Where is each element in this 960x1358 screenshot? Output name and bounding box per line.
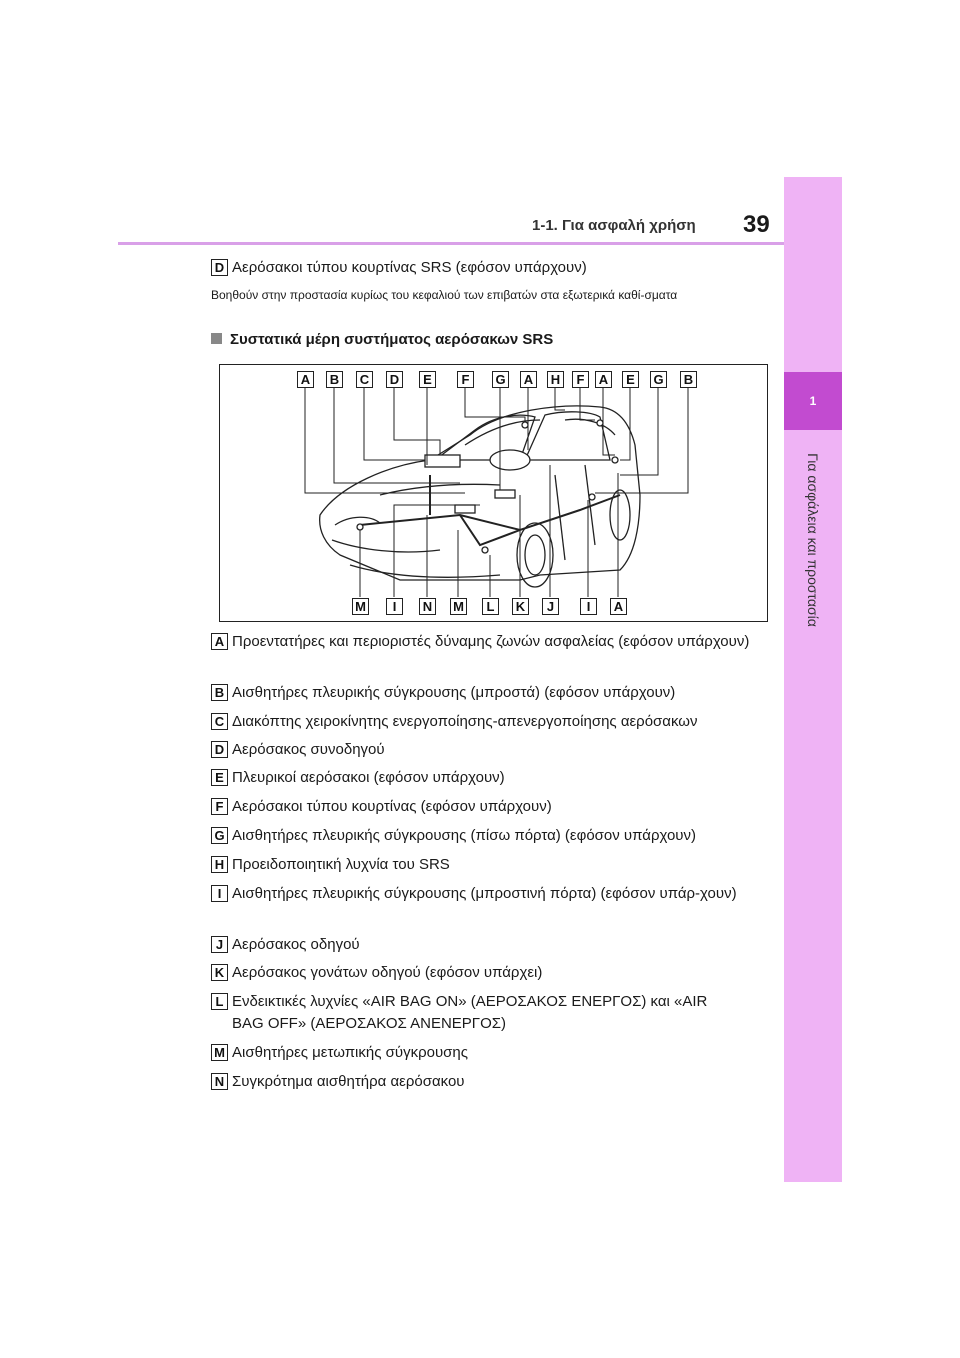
legend-badge: A [211, 633, 228, 650]
callout-bottom-8: I [580, 598, 597, 615]
legend-text: Διακόπτης χειροκίνητης ενεργοποίησης-απενεργοποίησης αερόσακων [232, 713, 698, 730]
intro-description: Βοηθούν στην προστασία κυρίως του κεφαλιού των επιβατών στα εξωτερικά καθί-σματα [211, 288, 678, 302]
chapter-side-strip [784, 177, 842, 1182]
legend-badge: G [211, 827, 228, 844]
legend-badge: I [211, 885, 228, 902]
car-illustration [220, 365, 769, 623]
page-number: 39 [743, 211, 770, 238]
callout-bottom-5: L [482, 598, 499, 615]
legend-text: Αερόσακος συνοδηγού [232, 741, 385, 758]
section-title: Συστατικά μέρη συστήματος αερόσακων SRS [230, 331, 554, 348]
callout-bottom-4: M [450, 598, 467, 615]
intro-title: Αερόσακοι τύπου κουρτίνας SRS (εφόσον υπάρχουν) [232, 259, 587, 276]
chapter-title: Για ασφάλεια και προστασία [805, 453, 821, 627]
callout-top-2: B [326, 371, 343, 388]
legend-badge: D [211, 741, 228, 758]
callout-top-1: A [297, 371, 314, 388]
legend-text: Αισθητήρες μετωπικής σύγκρουσης [232, 1044, 468, 1061]
callout-top-12: E [622, 371, 639, 388]
section-square-icon [211, 333, 222, 344]
legend-text: Συγκρότημα αισθητήρα αερόσακου [232, 1073, 465, 1090]
section-heading [211, 331, 553, 348]
legend-badge: N [211, 1073, 228, 1090]
legend-text: Προεντατήρες και περιοριστές δύναμης ζωνών ασφαλείας (εφόσον υπάρχουν) [232, 633, 750, 650]
legend-badge: F [211, 798, 228, 815]
legend-badge: H [211, 856, 228, 873]
legend-text: Προειδοποιητική λυχνία του SRS [232, 856, 450, 873]
legend-badge: E [211, 769, 228, 786]
callout-top-4: D [386, 371, 403, 388]
legend-badge: B [211, 684, 228, 701]
chapter-number-tab [784, 372, 842, 430]
callout-bottom-7: J [542, 598, 559, 615]
callout-top-14: B [680, 371, 697, 388]
intro-badge: D [211, 259, 228, 276]
callout-top-5: E [419, 371, 436, 388]
callout-top-13: G [650, 371, 667, 388]
callout-top-8: A [520, 371, 537, 388]
callout-bottom-3: N [419, 598, 436, 615]
legend-badge: K [211, 964, 228, 981]
callout-top-11: A [595, 371, 612, 388]
legend-text: Αερόσακος οδηγού [232, 936, 360, 953]
legend-text: Αισθητήρες πλευρικής σύγκρουσης (πίσω πόρτα) (εφόσον υπάρχουν) [232, 827, 696, 844]
section-header-title: 1-1. Για ασφαλή χρήση [532, 217, 696, 234]
callout-top-3: C [356, 371, 373, 388]
chapter-number: 1 [809, 394, 817, 408]
legend-text: Αισθητήρες πλευρικής σύγκρουσης (μπροστινή πόρτα) (εφόσον υπάρ-χουν) [232, 885, 737, 902]
callout-bottom-9: A [610, 598, 627, 615]
callout-top-10: F [572, 371, 589, 388]
legend-badge: C [211, 713, 228, 730]
callout-top-9: H [547, 371, 564, 388]
legend-text: Αισθητήρες πλευρικής σύγκρουσης (μπροστά) (εφόσον υπάρχουν) [232, 684, 676, 701]
header-rule [118, 242, 784, 245]
legend-badge: J [211, 936, 228, 953]
legend-text: Αερόσακος γονάτων οδηγού (εφόσον υπάρχει) [232, 964, 543, 981]
callout-top-7: G [492, 371, 509, 388]
legend-badge: L [211, 993, 228, 1010]
srs-diagram [219, 364, 768, 622]
callout-bottom-1: M [352, 598, 369, 615]
callout-bottom-2: I [386, 598, 403, 615]
legend-text: Αερόσακοι τύπου κουρτίνας (εφόσον υπάρχουν) [232, 798, 552, 815]
legend-badge: M [211, 1044, 228, 1061]
legend-text: Ενδεικτικές λυχνίες «AIR BAG ON» (ΑΕΡΟΣΑΚΟΣ ΕΝΕΡΓΟΣ) και «AIR BAG OFF» (ΑΕΡΟΣΑΚΟΣ ΑΝΕΝΕΡΓΟΣ) [232, 993, 708, 1032]
legend-text: Πλευρικοί αερόσακοι (εφόσον υπάρχουν) [232, 769, 505, 786]
callout-bottom-6: K [512, 598, 529, 615]
callout-top-6: F [457, 371, 474, 388]
